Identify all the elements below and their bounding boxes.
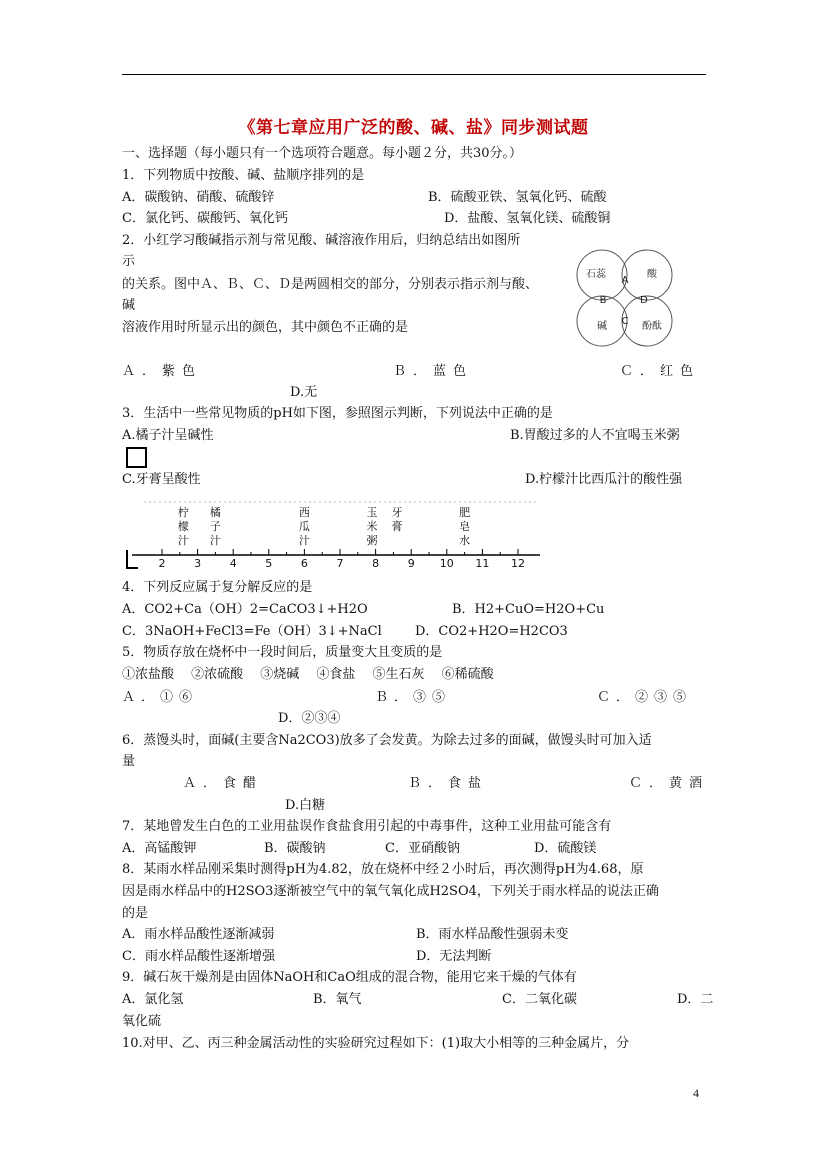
header-rule [122, 74, 706, 75]
ph-tick-label: 12 [511, 557, 525, 570]
venn-region-d: D [640, 295, 648, 306]
q2-option-d: D.无 [290, 385, 318, 400]
q2-option-b: Ｂ．蓝色 [393, 364, 474, 379]
q9-stem: 9．碱石灰干燥剂是由固体NaOH和CaO组成的混合物，能用它来干燥的气体有 [122, 970, 577, 985]
substance-label-char: 西 [298, 506, 310, 519]
q2-line-2: 示 [122, 254, 136, 269]
q5-option-d: D．②③④ [278, 711, 341, 726]
q8-line-2: 因是雨水样品中的H2SO3逐渐被空气中的氧气氧化成H2SO4，下列关于雨水样品的说法正确 [122, 884, 659, 899]
q7-option-c: C．亚硝酸钠 [385, 841, 460, 856]
q4-option-a: A．CO2+Ca（OH）2=CaCO3↓+H2O [122, 602, 368, 617]
q8-line-3: 的是 [122, 906, 149, 921]
q9-continuation: 氧化硫 [122, 1014, 162, 1029]
substance-label-char: 橘 [209, 506, 221, 519]
q5-option-a: Ａ．①⑥ [122, 690, 199, 705]
substance-label-char: 水 [459, 534, 471, 547]
venn-label-acid: 酸 [647, 269, 657, 280]
substance-label-char: 肥 [459, 506, 471, 519]
q3-option-a: A.橘子汁呈碱性 [122, 428, 214, 443]
ph-tick-label: 2 [158, 557, 166, 570]
venn-label-base: 碱 [597, 321, 607, 332]
q10-stem: 10.对甲、乙、丙三种金属活动性的实验研究过程如下：(1)取大小相等的三种金属片，分 [122, 1036, 630, 1051]
q8-option-d: D．无法判断 [416, 949, 492, 964]
q7-option-b: B．碳酸钠 [264, 841, 326, 856]
q6-option-b: Ｂ．食盐 [408, 776, 489, 791]
venn-label-litmus: 石蕊 [586, 269, 606, 280]
q1-option-b: B．硫酸亚铁、氢氧化钙、硫酸 [428, 190, 607, 205]
q9-option-d: D．二 [677, 992, 714, 1007]
substance-label-char: 米 [366, 520, 378, 533]
q2-line-4: 碱 [122, 298, 136, 313]
q2-line-5: 溶液作用时所显示出的颜色，其中颜色不正确的是 [122, 320, 409, 335]
q4-stem: 4．下列反应属于复分解反应的是 [122, 580, 313, 595]
q2-line-3: 的关系。图中Ａ、Ｂ、Ｃ、Ｄ是两圆相交的部分，分别表示指示剂与酸、 [122, 277, 539, 292]
section-heading: 一、选择题（每小题只有一个选项符合题意。每小题２分，共30分。） [122, 146, 523, 161]
ph-tick-label: 9 [407, 557, 415, 570]
ph-tick-label: 8 [372, 557, 380, 570]
q8-option-a: A．雨水样品酸性逐渐减弱 [122, 927, 275, 942]
q3-option-c: C.牙膏呈酸性 [122, 472, 201, 487]
page-title: 《第七章应用广泛的酸、碱、盐》同步测试题 [238, 118, 589, 138]
substance-label-char: 瓜 [298, 520, 310, 533]
q7-stem: 7．某地曾发生白色的工业用盐误作食盐食用引起的中毒事件，这种工业用盐可能含有 [122, 819, 612, 834]
q8-line-1: 8．某雨水样品刚采集时测得pH为4.82，放在烧杯中经２小时后，再次测得pH为4.68，原 [122, 862, 644, 877]
q9-option-c: C．二氧化碳 [502, 992, 577, 1007]
q4-option-c: C．3NaOH+FeCl3=Fe（OH）3↓+NaCl [122, 624, 382, 639]
page-number: 4 [693, 1086, 699, 1100]
q6-option-d: D.白糖 [285, 798, 326, 813]
ph-tick-label: 4 [229, 557, 237, 570]
q2-line-1: 2．小红学习酸碱指示剂与常见酸、碱溶液作用后，归纳总结出如图所 [122, 233, 521, 248]
answer-box [126, 447, 147, 468]
q1-stem: 1．下列物质中按酸、碱、盐顺序排列的是 [122, 168, 365, 183]
q1-option-d: D．盐酸、氢氧化镁、硫酸铜 [444, 211, 611, 226]
q5-option-c: Ｃ．②③⑤ [597, 690, 693, 705]
q2-option-c: Ｃ．红色 [620, 364, 701, 379]
q5-stem: 5．物质存放在烧杯中一段时间后，质量变大且变质的是 [122, 645, 443, 660]
q9-option-a: A．氯化氢 [122, 992, 184, 1007]
ph-scale-figure [124, 500, 544, 572]
substance-label-char: 粥 [366, 534, 378, 547]
q5-option-b: Ｂ．③⑤ [375, 690, 452, 705]
substance-label-char: 牙 [391, 506, 403, 519]
substance-label-char: 玉 [366, 506, 378, 519]
substance-label-char: 子 [209, 520, 221, 533]
q8-option-b: B．雨水样品酸性强弱未变 [416, 927, 569, 942]
q3-option-b: B.胃酸过多的人不宜喝玉米粥 [510, 428, 680, 443]
venn-region-b: B [599, 295, 607, 306]
ph-tick-label: 7 [336, 557, 344, 570]
q7-option-a: A．高锰酸钾 [122, 841, 197, 856]
substance-label-char: 汁 [298, 534, 310, 547]
q2-option-a: Ａ．紫色 [122, 364, 203, 379]
scale-bracket [127, 550, 138, 568]
q4-option-b: B．H2+CuO=H2O+Cu [452, 602, 605, 617]
q9-option-b: B．氧气 [313, 992, 362, 1007]
q1-option-a: A．碳酸钠、硝酸、硫酸锌 [122, 190, 275, 205]
q6-option-c: Ｃ．黄酒 [629, 776, 710, 791]
ph-tick-label: 3 [194, 557, 202, 570]
substance-label-char: 汁 [209, 534, 221, 547]
substance-label-char: 柠 [177, 506, 189, 519]
venn-label-phenolphthalein: 酚酞 [642, 321, 662, 332]
q3-stem: 3．生活中一些常见物质的pH如下图，参照图示判断，下列说法中正确的是 [122, 406, 553, 421]
indicator-venn-diagram [572, 248, 682, 350]
venn-region-a: A [621, 275, 629, 286]
q6-line-1: 6．蒸馒头时，面碱(主要含Na2CO3)放多了会发黄。为除去过多的面碱，做馒头时可加入适 [122, 733, 652, 748]
substance-label-char: 檬 [177, 520, 189, 533]
substance-label-char: 皂 [459, 520, 471, 533]
ph-tick-label: 5 [265, 557, 273, 570]
substance-label-char: 汁 [177, 534, 189, 547]
substance-label-char: 膏 [391, 520, 403, 533]
q5-items: ①浓盐酸 ②浓硫酸 ③烧碱 ④食盐 ⑤生石灰 ⑥稀硫酸 [122, 667, 494, 682]
ph-tick-label: 11 [475, 557, 490, 570]
q7-option-d: D．硫酸镁 [534, 841, 597, 856]
q6-line-2: 量 [122, 754, 136, 769]
q6-option-a: Ａ．食醋 [183, 776, 264, 791]
q1-option-c: C．氯化钙、碳酸钙、氧化钙 [122, 211, 288, 226]
ph-tick-label: 6 [300, 557, 308, 570]
venn-region-c: C [621, 316, 629, 327]
q3-option-d: D.柠檬汁比西瓜汁的酸性强 [525, 472, 683, 487]
q4-option-d: D．CO2+H2O=H2CO3 [415, 624, 568, 639]
q8-option-c: C．雨水样品酸性逐渐增强 [122, 949, 275, 964]
ph-tick-label: 10 [439, 557, 454, 570]
